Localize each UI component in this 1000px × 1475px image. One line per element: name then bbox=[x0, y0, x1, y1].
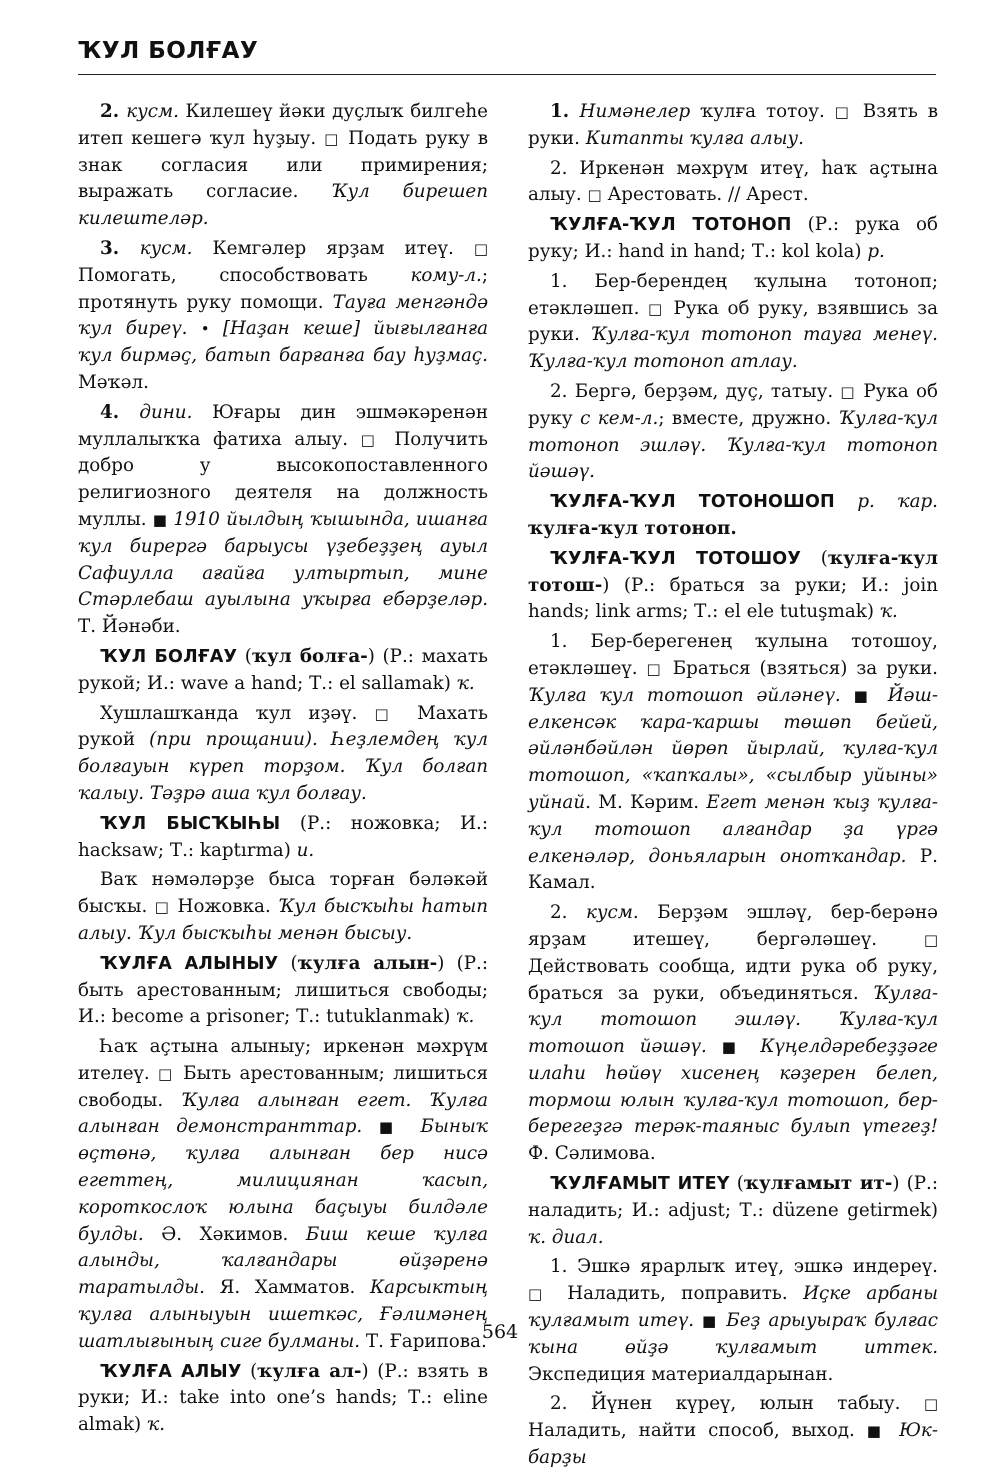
russian-marker-icon: □ bbox=[834, 103, 853, 121]
russian-marker-icon: □ bbox=[646, 659, 664, 678]
kulga-alyu-sense-2: 2. Иркенән мәхрүм итеү, һаҡ аҫтына алыу. □ Арестовать. // Арест. bbox=[528, 157, 938, 206]
header-rule bbox=[78, 74, 936, 75]
entry-kulga-kul-totoshou-head: ҠУЛҒА-ҠУЛ ТОТОШОУ (ҡулға-ҡул тотош-) (Р.: браться за руки; И.: join hands; link arms; Т.: el ele tutuşmak) ҡ. bbox=[528, 547, 938, 623]
russian-marker-icon: □ bbox=[587, 186, 602, 205]
citation-marker-icon: ■ bbox=[721, 1038, 746, 1057]
russian-marker-icon: □ bbox=[648, 299, 665, 318]
entry-kulga-alynyu-head: ҠУЛҒА АЛЫНЫУ (ҡулға алын-) (Р.: быть арестованным; лишиться свободы; И.: become a prisoner; Т.: tutuklanmak) ҡ. bbox=[78, 952, 488, 1028]
entry-kulga-alynyu-definition: Һаҡ аҫтына алыныу; иркенән мәхрүм ителеү. □ Быть арестованным; лишиться свободы. Ҡулға алынған егет. Ҡулға алынған демонстранттар. ■ Быныҡ өҫтөнә, ҡулға алынған бер нисә егеттең, милициянан ҡасып, короткослоҡ юлына баҫыуы билдәле булды. Ә. Хәкимов. Биш кеше ҡулға алынды, ҡалғандары өйҙәренә таратылды. Я. Хамматов. Карсыктың ҡулға алыныуын ишеткәс, Ғәлимәнең шатлығының сиге булманы. Т. Ғарипова. bbox=[78, 1036, 489, 1352]
russian-marker-icon: □ bbox=[360, 430, 382, 449]
russian-marker-icon: □ bbox=[158, 1064, 175, 1083]
left-column bbox=[78, 99, 488, 1442]
kulga-kul-totonop-sense-2: 2. Бергә, берҙәм, дуҫ, татыу. □ Рука об руку с кем-л.; вместе, дружно. Ҡулға-ҡул тотоноп эшләү. Ҡулға-ҡул тотоноп йәшәү. bbox=[528, 380, 938, 483]
sense-4-dini: 4. дини. Юғары дин эшмәкәренән муллалыҡҡа фатиха алыу. □ Получить добро у высокопоставленного религиозного деятеля на должность муллы. ■ 1910 йылдың ҡышында, ишанға ҡул бирергә барыусы үҙебеҙҙең ауыл Сафиулла ағайға ултыртып, мине Стәрлебаш ауылына уҡырға ебәрҙеләр. Т. Йәнәби. bbox=[78, 401, 489, 638]
right-column bbox=[528, 99, 938, 1475]
sense-2-kusm: 2. кусм. Килешеү йәки дуҫлыҡ билгеһе итеп кешегә ҡул һуҙыу. □ Подать руку в знак согласия или примирения; выражать согласие. Ҡул бирешеп килештеләр. bbox=[78, 101, 489, 230]
kulga-kul-totoshou-sense-1: 1. Бер-берегенең ҡулына тотошоу, етәкләшеү. □ Браться (взяться) за руки. Ҡулға ҡул тотошоп әйләнеү. ■ Йәш-елкенсәк ҡара-ҡаршы төшөп бейей, әйләнбәйлән йөрөп йырлай, ҡулға-ҡул тотошоп, «ҡапҡалы», «сылбыр уйыны» уйнай. М. Кәрим. Егет менән ҡыҙ ҡулға-ҡул тотошоп алғандар ҙа үргә елкенәләр, доньяларын онотҡандар. Р. Камал. bbox=[528, 631, 938, 894]
kulga-kul-totoshou-sense-2: 2. кусм. Берҙәм эшләү, бер-берәнә ярҙам итешеү, бергәләшеү. □ Действовать сообща, идти рука об руку, браться за руки, объединяться. Ҡулға-ҡул тотошоп эшләү. Ҡулға-ҡул тотошоп йәшәү. ■ Күңелдәребеҙҙәге илаһи һөйөү хисенең кәҙерен белеп, тормош юлын ҡулға-ҡул тотошоп, бер-берегеҙгә терәк-таяныс булып үтегеҙ! Ф. Сәлимова. bbox=[528, 902, 938, 1165]
entry-kulga-kul-totonoshop-head: ҠУЛҒА-ҠУЛ ТОТОНОШОП р. ҡар. ҡулға-ҡул тотоноп. bbox=[528, 491, 938, 539]
russian-marker-icon: □ bbox=[528, 1285, 552, 1304]
russian-marker-icon: □ bbox=[923, 930, 938, 949]
russian-marker-icon: □ bbox=[374, 704, 400, 723]
citation-marker-icon: ■ bbox=[378, 1118, 404, 1137]
sense-3-kusm: 3. кусм. Кемгәлер ярҙам итеү. □ Помогать, способствовать кому-л.; протянуть руку помощи. Тауға менгәндә ҡул биреү. • [Наҙан кеше] йығылғанға ҡул бирмәҫ, батып барғанға бау һуҙмаҫ. Мәҡәл. bbox=[78, 237, 489, 393]
kulga-kul-totonop-sense-1: 1. Бер-берендең ҡулына тотоноп; етәкләшеп. □ Рука об руку, взявшись за руки. Ҡулға-ҡул тотоноп тауға менеү. Ҡулға-ҡул тотоноп атлау. bbox=[528, 270, 938, 373]
russian-marker-icon: □ bbox=[840, 382, 857, 401]
russian-marker-icon: □ bbox=[473, 239, 488, 258]
entry-kulgamyt-iteu-head: ҠУЛҒАМЫТ ИТЕҮ (ҡулғамыт ит-) (Р.: наладить; И.: adjust; Т.: düzene getirmek) ҡ. диал. bbox=[528, 1173, 938, 1248]
entry-kul-byskyhy-head: ҠУЛ БЫСҠЫҺЫ (Р.: ножовка; И.: hacksaw; Т.: kaptırma) и. bbox=[78, 812, 488, 861]
kulgamyt-iteu-sense-1: 1. Эшкә ярарлыҡ итеү, эшкә индереү. □ Наладить, поправить. Иҫке арбаны ҡулғамыт итеү. ■ Беҙ арыуыраҡ булғас ҡына өйҙә ҡулғамыт иттек. Экспедиция материалдарынан. bbox=[528, 1256, 938, 1385]
citation-marker-icon: ■ bbox=[152, 510, 168, 529]
russian-marker-icon: □ bbox=[324, 129, 341, 148]
entry-kul-bolgau-head: ҠУЛ БОЛҒАУ (ҡул болға-) (Р.: махать рукой; И.: wave a hand; Т.: el sallamak) ҡ. bbox=[78, 645, 488, 694]
running-head: ҠУЛ БОЛҒАУ bbox=[78, 38, 259, 64]
russian-marker-icon: □ bbox=[923, 1395, 938, 1414]
citation-marker-icon: ■ bbox=[866, 1422, 888, 1441]
kulga-alyu-sense-1: 1. Нимәнелер ҡулға тотоу. □ Взять в руки. Китапты ҡулға алыу. bbox=[528, 101, 938, 149]
citation-marker-icon: ■ bbox=[853, 686, 875, 705]
kulgamyt-iteu-sense-2: 2. Йүнен күреү, юлын табыу. □ Наладить, найти способ, выход. ■ Юк-барҙы bbox=[528, 1393, 939, 1469]
page-number: 564 bbox=[481, 1321, 519, 1343]
entry-kul-byskyhy-definition: Ваҡ нәмәләрҙе быса торған бәләкәй бысҡы. □ Ножовка. Ҡул бысҡыһы һатып алыу. Ҡул бысҡыһы менән бысыу. bbox=[78, 869, 488, 944]
entry-kulga-kul-totonop-head: ҠУЛҒА-ҠУЛ ТОТОНОП (Р.: рука об руку; И.: hand in hand; Т.: kol kola) р. bbox=[528, 214, 938, 262]
proverb-bullet-icon: • bbox=[200, 320, 210, 339]
russian-marker-icon: □ bbox=[154, 898, 171, 917]
entry-kulga-alyu-head: ҠУЛҒА АЛЫУ (ҡулға ал-) (Р.: взять в руки; И.: take into one’s hands; Т.: eline almak) ҡ. bbox=[78, 1360, 488, 1436]
citation-marker-icon: ■ bbox=[702, 1312, 719, 1331]
entry-kul-bolgau-definition: Хушлашҡанда ҡул иҙәү. □ Махать рукой (при прощании). Һеҙлемдең ҡул болғауын күреп торҙом. Ҡул болғап ҡалыу. Тәҙрә аша ҡул болғау. bbox=[78, 702, 488, 804]
